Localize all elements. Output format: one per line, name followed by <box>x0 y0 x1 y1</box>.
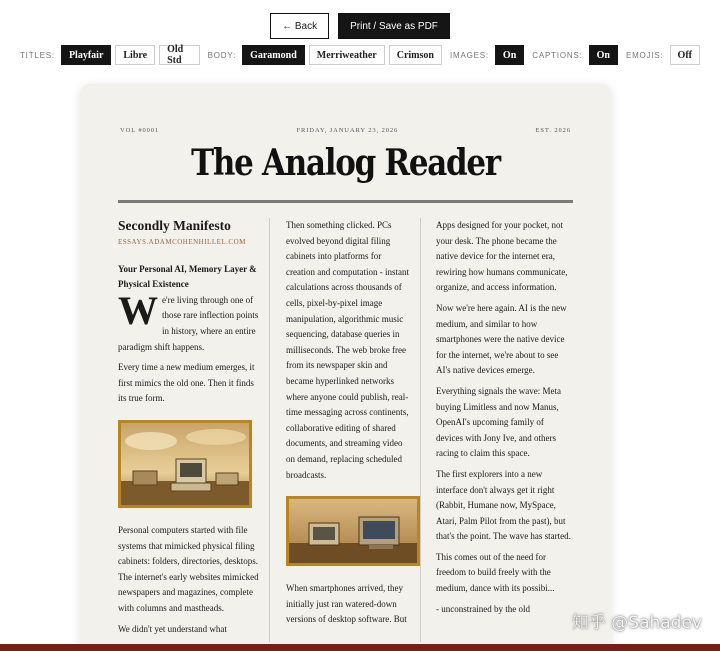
paragraph: We're living through one of those rare inflection points in history, where an entire paradigm shift happens. <box>118 287 259 352</box>
print-button[interactable]: Print / Save as PDF <box>338 13 450 39</box>
paragraph: Apps designed for your pocket, not your desk. The phone became the native device for the internet era, rewiring how humans communicate, organize, and access information. <box>436 220 568 293</box>
toolbar <box>0 13 720 39</box>
back-button[interactable]: ← Back <box>270 13 329 39</box>
paragraph: Personal computers started with file systems that mimicked physical filing cabinets: folders, directories, desktops. The internet's early websites mimicked newspapers and magazines, complete with columns and mastheads. <box>118 524 259 613</box>
paragraph: - unconstrained by the old <box>436 603 530 614</box>
paragraph: Then something clicked. PCs evolved beyond digital filing cabinets into platforms for creation and computation - instant calculations across thousands of cells, pixel-by-pixel image manipulation, algorithmic music sequencing, database queries in milliseconds. The web broke free from its newspaper skin and became hyperlinked networks where anyone could publish, real-time messaging across continents, collaborative editing of shared documents, and streaming video on demand, replacing scheduled broadcasts. <box>286 220 409 480</box>
article-title: Secondly Manifesto <box>118 218 231 233</box>
bottom-band <box>0 644 720 651</box>
captions-toggle[interactable]: On <box>589 45 618 65</box>
drop-cap: W <box>118 287 158 333</box>
desk-computers-painting <box>286 496 420 566</box>
column-1 <box>118 218 269 642</box>
titles-option-playfair[interactable]: Playfair <box>61 45 111 65</box>
paragraph: Now we're here again. AI is the new medium, and similar to how smartphones were the native device for the internet, we're about to see AI's native devices emerge. <box>436 302 567 376</box>
paragraph: The first explorers into a new interface don't always get it right (Rabbit, Humane now, MySpace, Atari, Palm Pilot from the past), but that's the point. The wave has started. <box>436 468 571 542</box>
paragraph: Every time a new medium emerges, it first mimics the old one. Then it finds its true form. <box>118 362 255 404</box>
body-option-garamond[interactable]: Garamond <box>242 45 305 65</box>
body-label: BODY: <box>207 50 237 60</box>
emojis-toggle[interactable]: Off <box>670 45 700 65</box>
images-toggle[interactable]: On <box>495 45 524 65</box>
masthead-divider <box>118 200 573 203</box>
issue-date: FRIDAY, JANUARY 23, 2026 <box>296 127 399 134</box>
paragraph: We didn't yet understand what <box>118 623 227 634</box>
body-option-merriweather[interactable]: Merriweather <box>309 45 385 65</box>
emojis-label: EMOJIS: <box>625 50 664 60</box>
titles-label: TITLES: <box>20 50 55 60</box>
volume-number: VOL #0001 <box>120 127 160 134</box>
article-source-link[interactable]: ESSAYS.ADAMCOHENHILLEL.COM <box>118 238 246 246</box>
vintage-computer-painting <box>118 420 252 508</box>
body-option-crimson[interactable]: Crimson <box>389 45 442 65</box>
newspaper-page <box>80 84 611 651</box>
article-columns <box>118 218 571 642</box>
paragraph: When smartphones arrived, they initially just ran watered-down versions of desktop software. But <box>286 583 407 625</box>
newspaper-title: The Analog Reader <box>191 142 500 184</box>
titles-option-libre[interactable]: Libre <box>115 45 155 65</box>
column-3 <box>420 218 571 642</box>
desk-computers-painting-icon <box>289 499 417 563</box>
watermark: 知乎 @Sahadev <box>571 613 702 633</box>
established-year: EST. 2026 <box>535 127 571 134</box>
masthead-meta <box>120 127 571 134</box>
paragraph: This comes out of the need for freedom to build freely with the medium, dance with its possibi... <box>436 551 555 594</box>
article-subtitle: Your Personal AI, Memory Layer & Physical Existence <box>118 263 257 290</box>
titles-option-old-std[interactable]: Old Std <box>159 45 200 65</box>
column-2 <box>269 218 420 642</box>
paragraph: Everything signals the wave: Meta buying Limitless and now Manus, OpenAI's upcoming family of devices with Jony Ive, and others racing to claim this space. <box>436 385 561 459</box>
images-label: IMAGES: <box>449 50 489 60</box>
captions-label: CAPTIONS: <box>532 50 583 60</box>
options-bar <box>20 44 700 66</box>
vintage-computer-painting-icon <box>121 423 249 505</box>
